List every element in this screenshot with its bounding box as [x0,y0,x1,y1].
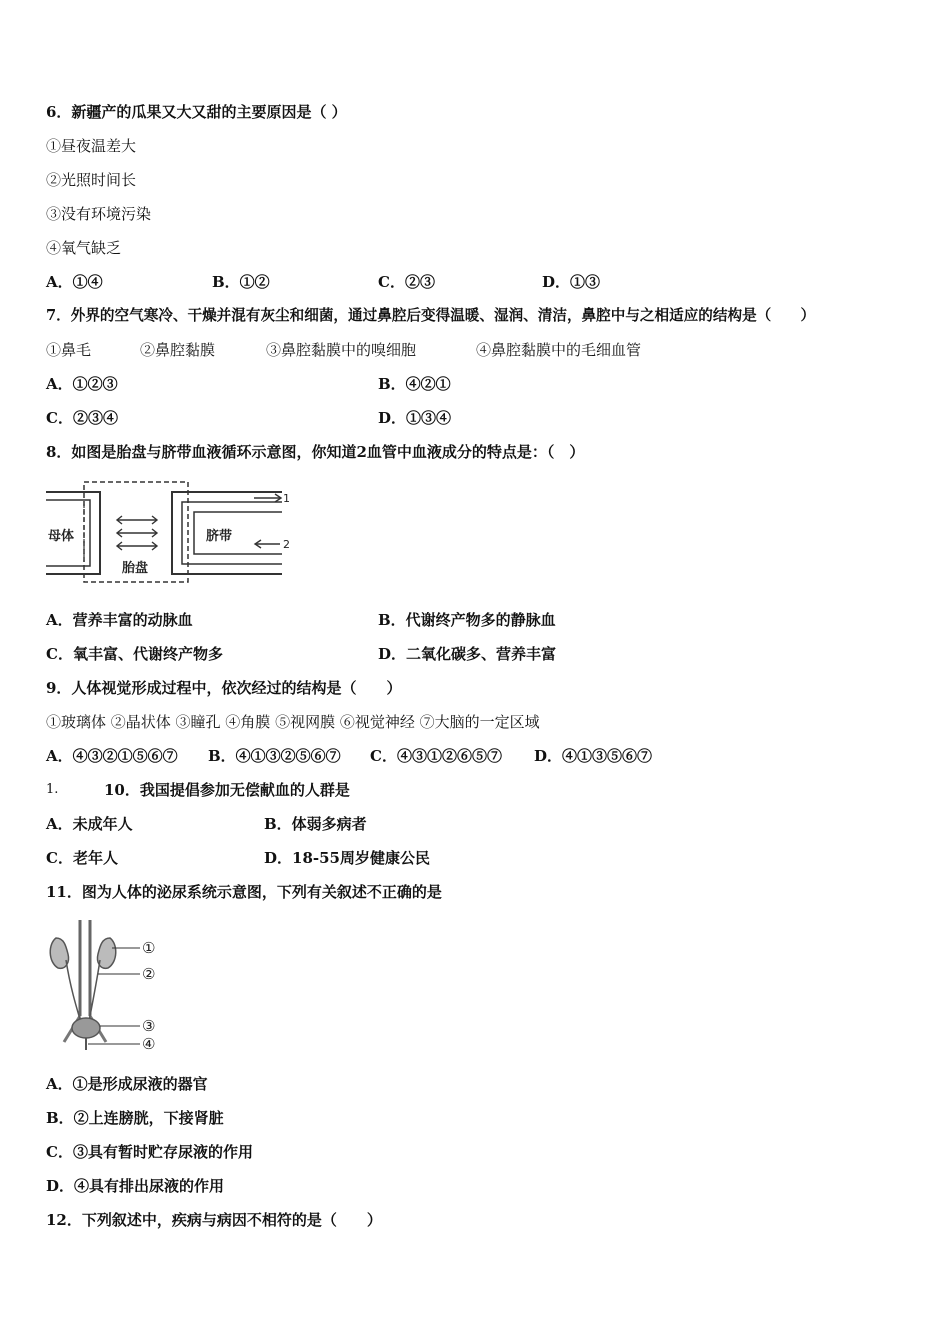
q11-option-c[interactable]: C．③具有暂时贮存尿液的作用 [46,1143,253,1161]
q10-option-a[interactable]: A．未成年人 [46,815,133,833]
urinary-label-4: ④ [142,1035,156,1053]
umbilical-label: 脐带 [206,529,233,544]
q7-option-d[interactable]: D．①③④ [378,409,452,427]
q11-option-a[interactable]: A．①是形成尿液的器官 [46,1075,208,1093]
q9-option-b[interactable]: B．④①③②⑤⑥⑦ [208,747,341,765]
q11-option-b[interactable]: B．②上连膀胱，下接肾脏 [46,1109,224,1127]
placenta-diagram [44,478,300,590]
urinary-label-3: ③ [142,1017,156,1035]
mother-label: 母体 [48,529,75,544]
q9-items: ①玻璃体 ②晶状体 ③瞳孔 ④角膜 ⑤视网膜 ⑥视觉神经 ⑦大脑的一定区域 [46,713,540,731]
q6-item-1: ①昼夜温差大 [46,137,137,155]
q8-option-a[interactable]: A．营养丰富的动脉血 [46,611,193,629]
q7-item-2: ②鼻腔黏膜 [140,341,216,359]
q8-option-b[interactable]: B．代谢终产物多的静脉血 [378,611,556,629]
vessel-2-label: 2 [283,538,290,551]
q9-stem: 9．人体视觉形成过程中，依次经过的结构是（ ） [46,679,402,697]
q7-item-4: ④鼻腔黏膜中的毛细血管 [476,341,642,359]
q9-option-a[interactable]: A．④③②①⑤⑥⑦ [46,747,178,765]
urinary-label-2: ② [142,965,156,983]
q6-item-3: ③没有环境污染 [46,205,152,223]
q7-item-1: ①鼻毛 [46,341,92,359]
q10-stem: 10．我国提倡参加无偿献血的人群是 [104,781,350,799]
q11-option-d[interactable]: D．④具有排出尿液的作用 [46,1177,225,1195]
q9-option-d[interactable]: D．④①③⑤⑥⑦ [534,747,653,765]
q6-item-2: ②光照时间长 [46,171,137,189]
urinary-label-1: ① [142,939,156,957]
q7-option-c[interactable]: C．②③④ [46,409,118,427]
q6-option-c[interactable]: C．②③ [378,273,435,291]
q7-option-a[interactable]: A．①②③ [46,375,118,393]
q6-option-a[interactable]: A．①④ [46,273,103,291]
q6-item-4: ④氧气缺乏 [46,239,122,257]
q9-option-c[interactable]: C．④③①②⑥⑤⑦ [370,747,502,765]
q6-stem: 6．新疆产的瓜果又大又甜的主要原因是（ ） [46,103,347,121]
q7-option-b[interactable]: B．④②① [378,375,451,393]
q7-item-3: ③鼻腔黏膜中的嗅细胞 [266,341,417,359]
q11-stem: 11．图为人体的泌尿系统示意图，下列有关叙述不正确的是 [46,883,442,901]
placenta-label: 胎盘 [122,561,149,576]
q6-option-b[interactable]: B．①② [212,273,270,291]
q8-option-c[interactable]: C．氧丰富、代谢终产物多 [46,645,223,663]
urinary-system-diagram [46,916,166,1056]
q10-option-b[interactable]: B．体弱多病者 [264,815,367,833]
q10-option-d[interactable]: D．18-55周岁健康公民 [264,849,430,867]
q12-stem: 12．下列叙述中，疾病与病因不相符的是（ ） [46,1211,382,1229]
vessel-1-label: 1 [283,492,290,505]
q8-stem: 8．如图是胎盘与脐带血液循环示意图，你知道2血管中血液成分的特点是：（ ） [46,443,585,461]
q8-option-d[interactable]: D．二氧化碳多、营养丰富 [378,645,557,663]
q7-stem: 7．外界的空气寒冷、干燥并混有灰尘和细菌，通过鼻腔后变得温暖、湿润、清洁，鼻腔中与之相适应的结构是（ ） [46,307,816,324]
q6-option-d[interactable]: D．①③ [542,273,601,291]
q10-option-c[interactable]: C．老年人 [46,849,118,867]
q10-list-number: 1. [46,782,59,797]
